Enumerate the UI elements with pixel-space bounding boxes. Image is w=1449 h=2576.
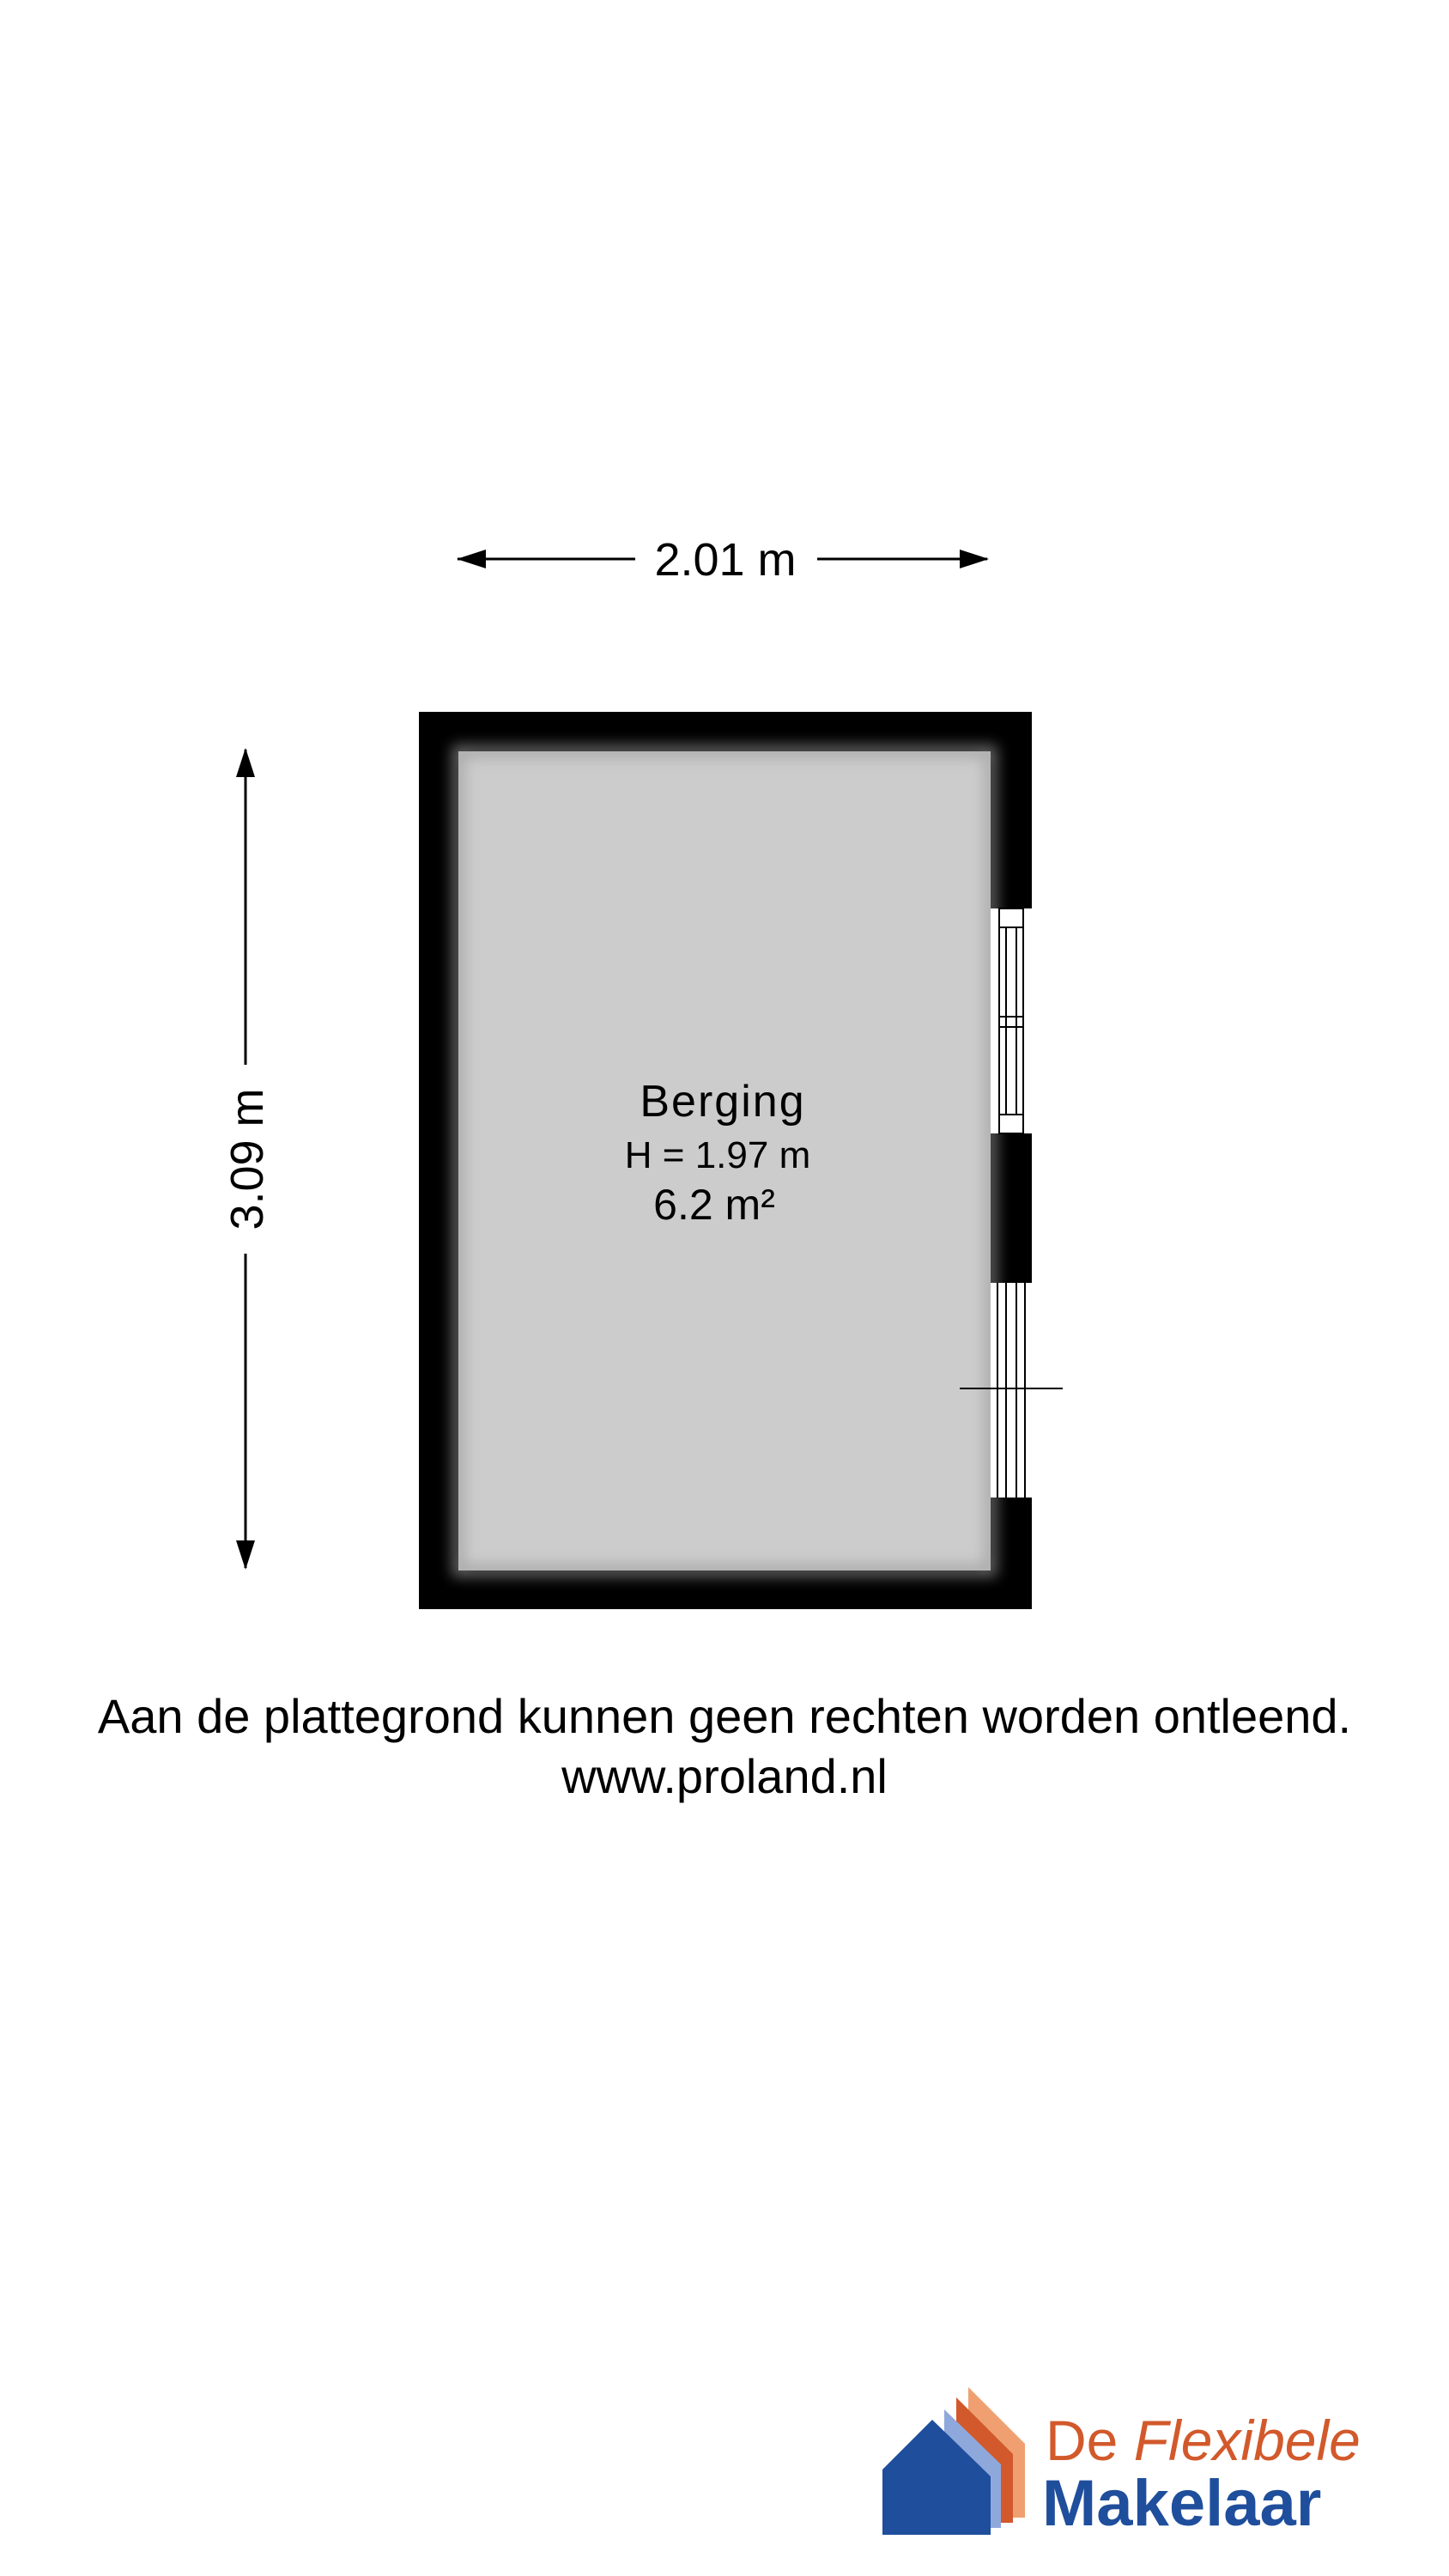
disclaimer	[0, 1686, 1449, 1807]
logo-text-de-flexibele	[1046, 2408, 1361, 2473]
height-arrowhead-top	[236, 748, 255, 777]
room-height: H = 1.97 m	[624, 1134, 811, 1176]
height-label: 3.09 m	[221, 1088, 273, 1230]
logo-word-flexibele: Flexibele	[1133, 2409, 1361, 2472]
room-berging	[419, 712, 1063, 1609]
window	[991, 908, 1032, 1133]
logo-word-de: De	[1046, 2409, 1119, 2472]
width-arrowhead-right	[960, 550, 989, 568]
height-dimension	[221, 748, 273, 1570]
disclaimer-text: Aan de plattegrond kunnen geen rechten worden ontleend.	[97, 1689, 1352, 1743]
company-logo	[874, 2372, 1423, 2543]
logo-word-makelaar: Makelaar	[1042, 2467, 1322, 2540]
house-icon	[874, 2372, 1046, 2543]
height-arrowhead-bottom	[236, 1540, 255, 1570]
width-dimension	[457, 534, 989, 586]
room-area: 6.2 m²	[653, 1181, 775, 1229]
width-arrowhead-left	[457, 550, 486, 568]
room-name: Berging	[640, 1077, 806, 1127]
width-label: 2.01 m	[654, 534, 797, 586]
website-url: www.proland.nl	[561, 1749, 888, 1803]
window-opening	[991, 908, 1032, 1133]
